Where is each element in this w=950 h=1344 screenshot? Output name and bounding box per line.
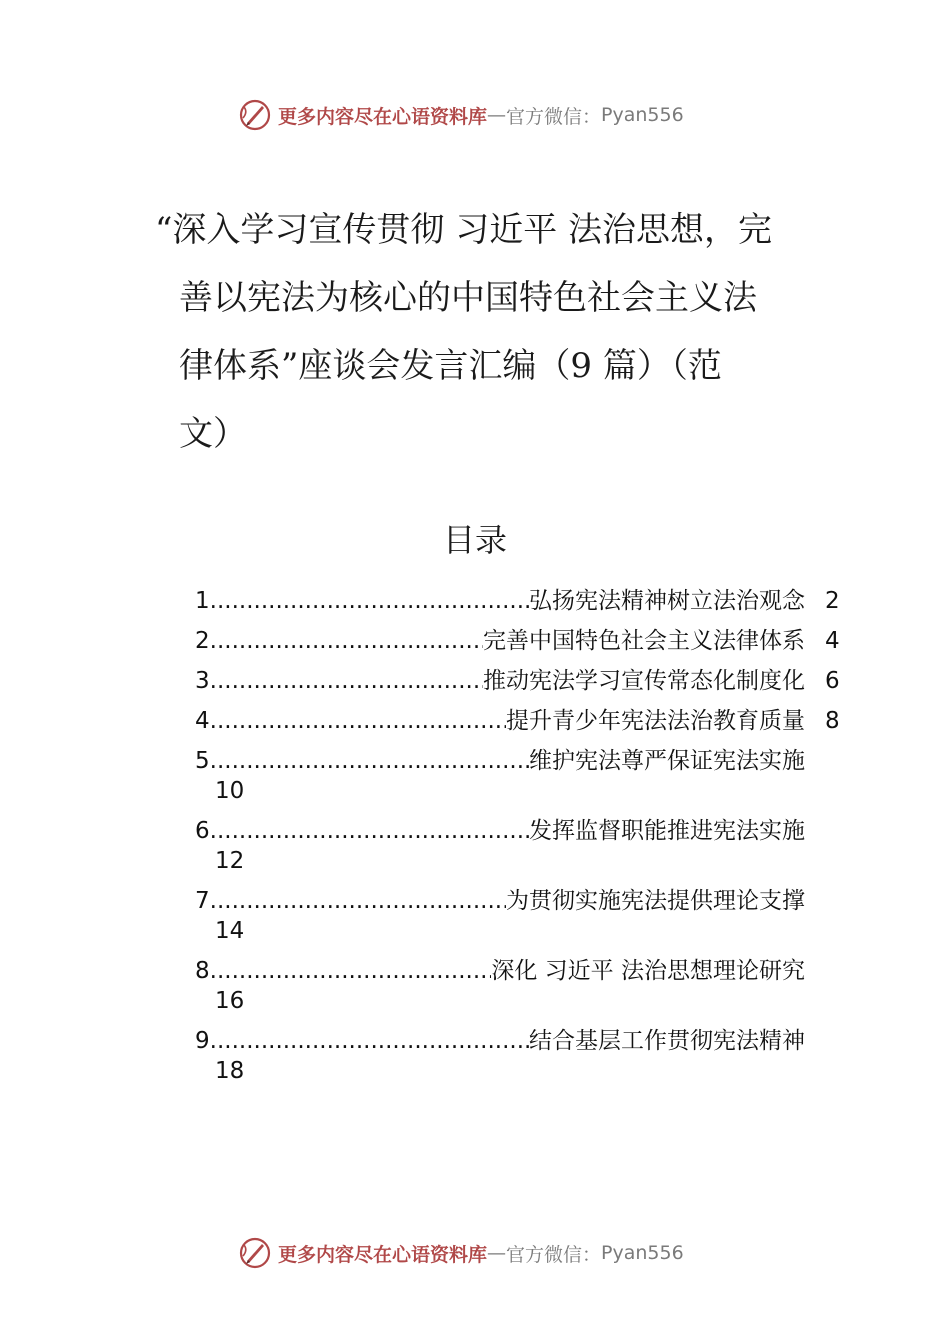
toc-entry[interactable]	[195, 586, 855, 616]
toc-leader-dots	[210, 706, 506, 736]
banner-label: 官方微信：	[506, 105, 602, 128]
banner-text: 更多内容尽在心语资料库	[278, 105, 488, 128]
toc-entry-number: 1	[195, 588, 210, 614]
toc-entry-number: 5	[195, 748, 210, 774]
toc-leader-dots	[210, 1026, 529, 1056]
toc-entry-title: 为贯彻实施宪法提供理论支撑	[506, 888, 805, 914]
toc-entry-page: 10	[215, 778, 245, 804]
toc-entry-number: 6	[195, 818, 210, 844]
toc-entry-page: 18	[215, 1058, 245, 1084]
toc-leader-dots	[210, 816, 529, 846]
toc-entry-title: 发挥监督职能推进宪法实施	[529, 818, 805, 844]
toc-entry-title: 维护宪法尊严保证宪法实施	[529, 748, 805, 774]
toc-entry-title: 结合基层工作贯彻宪法精神	[529, 1028, 805, 1054]
toc-entry[interactable]	[195, 626, 855, 656]
quill-pen-logo-icon	[238, 98, 272, 132]
toc-entry[interactable]	[195, 956, 855, 1016]
title-line: 善以宪法为核心的中国特色社会主义法	[179, 278, 757, 318]
toc-entry-page: 2	[825, 588, 840, 614]
toc-entry-page: 12	[215, 848, 245, 874]
toc-entry-number: 8	[195, 958, 210, 984]
title-line: 律体系”座谈会发言汇编（9 篇）（范	[179, 346, 722, 386]
toc-leader-dots	[210, 626, 483, 656]
toc-leader-dots	[210, 886, 506, 916]
banner-wechat-id: Pyan556	[601, 104, 684, 126]
banner-text: 更多内容尽在心语资料库	[278, 1243, 488, 1266]
document-title	[155, 196, 805, 468]
title-line: 文）	[179, 414, 247, 454]
title-line: “深入学习宣传贯彻 习近平 法治思想，完	[155, 210, 772, 250]
footer-banner	[238, 1234, 758, 1272]
table-of-contents	[195, 586, 855, 1096]
toc-leader-dots	[210, 956, 492, 986]
toc-entry-title: 推动宪法学习宣传常态化制度化	[483, 668, 805, 694]
toc-entry-page: 14	[215, 918, 245, 944]
toc-entry-page: 16	[215, 988, 245, 1014]
toc-entry-page: 4	[825, 628, 840, 654]
toc-entry-number: 7	[195, 888, 210, 914]
banner-wechat-id: Pyan556	[601, 1242, 684, 1264]
toc-entry-title: 提升青少年宪法法治教育质量	[506, 708, 805, 734]
toc-entry-number: 3	[195, 668, 210, 694]
toc-entry-title: 深化 习近平 法治思想理论研究	[491, 958, 805, 984]
toc-leader-dots	[210, 586, 529, 616]
toc-entry[interactable]	[195, 816, 855, 876]
toc-entry-page: 8	[825, 708, 840, 734]
banner-dash: —	[487, 1242, 507, 1264]
banner-label: 官方微信：	[506, 1243, 602, 1266]
quill-pen-logo-icon	[238, 1236, 272, 1270]
toc-entry-number: 2	[195, 628, 210, 654]
toc-entry[interactable]	[195, 1026, 855, 1086]
toc-entry[interactable]	[195, 886, 855, 946]
toc-entry-title: 完善中国特色社会主义法律体系	[483, 628, 805, 654]
toc-entry[interactable]	[195, 666, 855, 696]
toc-leader-dots	[210, 746, 529, 776]
toc-entry[interactable]	[195, 746, 855, 806]
toc-entry[interactable]	[195, 706, 855, 736]
toc-entry-number: 4	[195, 708, 210, 734]
toc-entry-page: 6	[825, 668, 840, 694]
header-banner	[238, 96, 758, 134]
toc-entry-number: 9	[195, 1028, 210, 1054]
banner-dash: —	[487, 104, 507, 126]
toc-heading: 目录	[442, 521, 507, 559]
toc-entry-title: 弘扬宪法精神树立法治观念	[529, 588, 805, 614]
toc-leader-dots	[210, 666, 483, 696]
